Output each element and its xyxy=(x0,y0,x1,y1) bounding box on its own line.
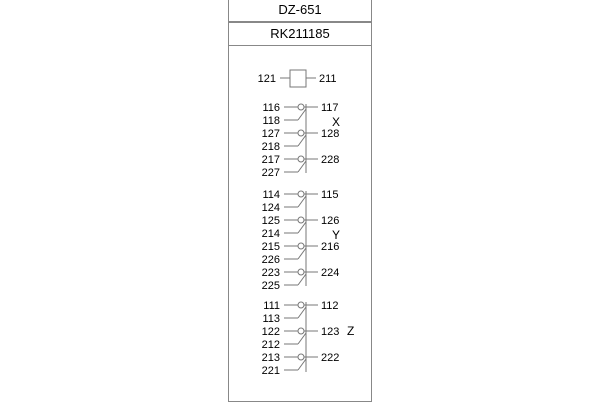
contact-label: 213 xyxy=(261,352,280,364)
contact-label: 217 xyxy=(261,154,280,166)
contact-label: 126 xyxy=(321,215,340,227)
contact-label: 223 xyxy=(261,267,280,279)
contact-label: 225 xyxy=(261,280,280,292)
contact-label: 127 xyxy=(261,128,280,140)
contact-label: 212 xyxy=(261,339,280,351)
contact-label: 221 xyxy=(261,365,280,377)
contact-label: 123 xyxy=(321,326,340,338)
contact-label: 218 xyxy=(261,141,280,153)
relay-schematic xyxy=(228,46,372,400)
panel-title: DZ-651 xyxy=(228,0,372,22)
contact-label: 115 xyxy=(321,189,339,201)
contact-label: 216 xyxy=(321,241,340,253)
contact-label: 215 xyxy=(261,241,280,253)
contact-label: 112 xyxy=(321,300,339,312)
contact-group-z xyxy=(262,300,355,377)
coil-right-terminal-label: 211 xyxy=(319,73,337,85)
contact-group-x xyxy=(262,102,340,179)
contact-label: 124 xyxy=(261,202,280,214)
coil-assembly xyxy=(258,70,337,87)
contact-label: 214 xyxy=(261,228,280,240)
contact-label: 117 xyxy=(321,102,339,114)
contact-label: 224 xyxy=(321,267,340,279)
contact-label: 114 xyxy=(262,189,280,201)
contact-label: 226 xyxy=(261,254,280,266)
group-label-z: Z xyxy=(347,324,355,338)
group-label-y: Y xyxy=(332,228,341,242)
contact-label: 222 xyxy=(321,352,340,364)
contact-label: 111 xyxy=(263,300,280,312)
panel-subtitle: RK211185 xyxy=(228,22,372,46)
contact-label: 118 xyxy=(262,115,280,127)
group-label-x: X xyxy=(332,115,341,129)
contact-label: 116 xyxy=(262,102,280,114)
coil-left-terminal-label: 121 xyxy=(257,73,276,85)
contact-label: 128 xyxy=(321,128,340,140)
contact-label: 113 xyxy=(262,313,280,325)
contact-group-y xyxy=(262,189,340,292)
contact-label: 122 xyxy=(261,326,280,338)
contact-label: 227 xyxy=(261,167,280,179)
contact-label: 228 xyxy=(321,154,340,166)
contact-label: 125 xyxy=(261,215,280,227)
